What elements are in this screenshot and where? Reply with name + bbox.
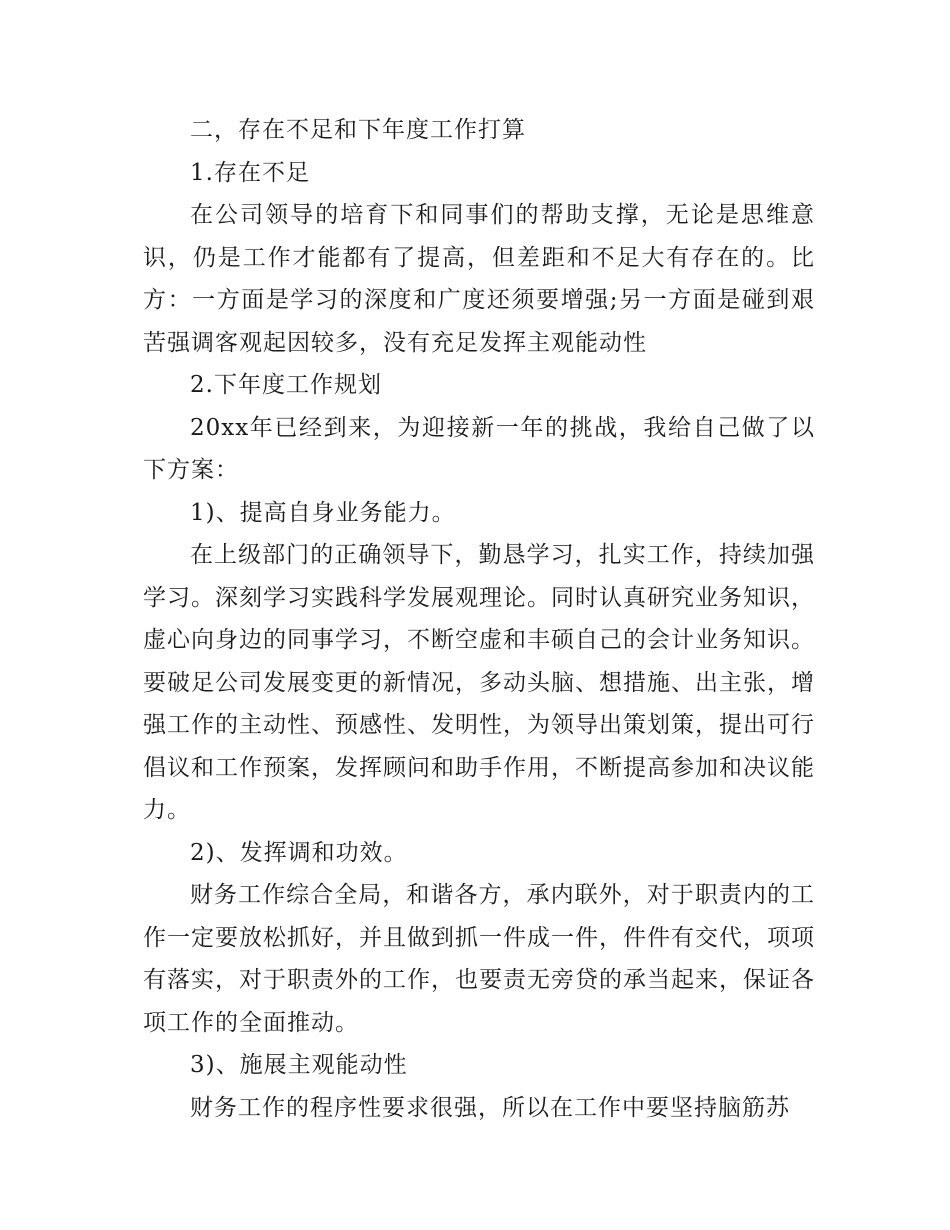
- list-item-heading-1: 1)、提高自身业务能力。: [190, 499, 456, 526]
- paragraph-item-1: 在上级部门的正确领导下，勤恳学习，扎实工作，持续加强学习。深刻学习实践科学发展观理论。同时认真研究业务知识，虚心向身边的同事学习，不断空虚和丰硕自己的会计业务知识。要破足公司发展变更的新情况，多动头脑、想措施、出主张，增强工作的主动性、预感性、发明性，为领导出策划策，提出可行倡议和工作预案，发挥顾问和助手作用，不断提高参加和决议能力。: [143, 542, 815, 823]
- paragraph-item-2: 财务工作综合全局，和谐各方，承内联外，对于职责内的工作一定要放松抓好，并且做到抓一件成一件，件件有交代，项项有落实，对于职责外的工作，也要责无旁贷的承当起来，保证各项工作的全面推动。: [143, 882, 815, 1036]
- paragraph-item-3: 财务工作的程序性要求很强，所以在工作中要坚持脑筋苏: [190, 1094, 790, 1121]
- list-item-heading-3: 3)、施展主观能动性: [190, 1052, 408, 1078]
- list-item-heading-2: 2)、发挥调和功效。: [190, 839, 408, 866]
- paragraph-plan-intro: 20xx年已经到来，为迎接新一年的挑战，我给自己做了以下方案：: [143, 414, 815, 483]
- document-body: [143, 109, 815, 1129]
- subsection-heading-plan: 2.下年度工作规划: [190, 372, 382, 398]
- paragraph-shortcomings: 在公司领导的培育下和同事们的帮助支撑，无论是思维意识，仍是工作才能都有了提高，但差距和不足大有存在的。比方：一方面是学习的深度和广度还须要增强;另一方面是碰到艰苦强调客观起因较多，没有充足发挥主观能动性: [143, 202, 815, 356]
- section-heading: 二，存在不足和下年度工作打算: [190, 117, 526, 143]
- subsection-heading-shortcomings: 1.存在不足: [190, 159, 310, 186]
